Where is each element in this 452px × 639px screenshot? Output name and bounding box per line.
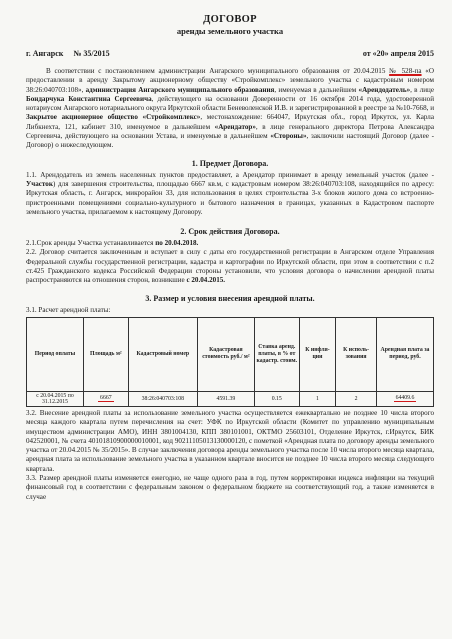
payment-start-date: с 20.04.2015. — [186, 276, 226, 285]
preamble-text: , в лице — [410, 85, 435, 94]
section-1-text: ) для завершения строительства, площадью 6667 кв.м, с кадастровым номером 38:26:040703:108, находящийся по адресу: Иркутская область, г. Ангарск, микрорайон 33, для использования в целях строительства 3-х блоков жилого дома со встроенно-пристроенными помещениями социально-культурного и бытового назначения в границах, указанных в Кадастровом паспорте земельного участка, прилагаемом к настоящему Договору. — [26, 179, 434, 216]
city-date-row — [26, 49, 434, 58]
section-3-3: 3.3. Размер арендной платы изменяется ежегодно, не чаще одного раза в год, путем корректировки индекса инфляции на текущий финансовый год в соответствии с федеральным законом о федеральном бюджете на соответствующий год, а также изменяется в случае — [26, 474, 434, 501]
cell-inflation: 1 — [299, 391, 336, 406]
col-rate: Ставка аренд. платы, в % от кадастр. стоим. — [254, 317, 299, 391]
contract-date: от «20» апреля 2015 — [362, 49, 434, 58]
rent-value: 64409.6 — [395, 395, 415, 402]
lessor-term: «Арендодатель» — [358, 85, 411, 94]
area-value: 6667 — [100, 395, 112, 402]
section-2-2 — [26, 248, 434, 285]
section-1-heading: 1. Предмет Договора. — [191, 158, 269, 168]
col-area: Площадь м² — [83, 317, 128, 391]
col-cadastral-number: Кадастровый номер — [128, 317, 197, 391]
preamble-text: , в лице генерального директора Петрова Александра Сергеевича, действующего на основании Устава, и именуемые в дальнейшем — [26, 122, 434, 141]
rent-table-header — [27, 317, 434, 391]
parties-term: «Стороны» — [270, 132, 307, 141]
cell-period: с 20.04.2015 по 31.12.2015 — [27, 391, 84, 406]
lessor-name: администрация Ангарского муниципального образования — [85, 85, 275, 94]
city-number — [26, 49, 110, 58]
section-2-1 — [26, 239, 434, 248]
preamble-text: , действующего на основании Доверенности от 16 октября 2014 года, удостоверенной нотариусом Ангарского нотариального округа Иркутской области Беневоленской И.В. и зарегистрированной в реестре за №10-7668, и — [26, 94, 434, 113]
col-rent: Арендная плата за период, руб. — [376, 317, 433, 391]
table-row — [27, 391, 434, 406]
col-period: Период оплаты — [27, 317, 84, 391]
section-3-heading: 3. Размер и условия внесения арендной платы. — [145, 293, 315, 303]
cell-rent — [376, 391, 433, 406]
lease-end-date: по 20.04.2018. — [155, 239, 199, 248]
cell-rate: 0.15 — [254, 391, 299, 406]
city: г. Ангарск — [26, 49, 64, 58]
section-1-paragraph — [26, 171, 434, 217]
section-2-text: 2.1.Срок аренды Участка устанавливается — [26, 239, 156, 248]
contract-number: № 35/2015 — [73, 49, 110, 58]
cell-cadastral-value: 4591.39 — [197, 391, 254, 406]
preamble-text: «О предоставлении в аренду Закрытому акционерному обществу «Стройкомплекс» земельного участка с кадастровым номером 38:26:040703:108», — [26, 67, 434, 94]
rent-table — [26, 317, 434, 407]
cell-usage: 2 — [336, 391, 377, 406]
doc-title: ДОГОВОР — [203, 14, 257, 25]
cell-cadastral-number: 38:26:040703:108 — [128, 391, 197, 406]
col-cadastral-value: Кадастровая стоимость руб./ м² — [197, 317, 254, 391]
section-3-2: 3.2. Внесение арендной платы за использование земельного участка осуществляется ежеквартально не позднее 10 числа второго месяца каждого квартала путем перечисления на счет: УФК по Иркутской области (Комитет по управлению муниципальным имуществом администрации АМО), ИНН 3801004130, КПП 380101001, ОКТМО 25603101, Отделение Иркутск, г.Иркутск, БИК 042520001, № счета 40101810900000010001, код 90211105013130000120, с пометкой «Арендная плата по договору аренды земельного участка от 20.04.2015 № 35/2015». В случае заключения договора аренды земельного участка после 10 числа второго месяца квартала, арендная плата за использование земельного участка в указанном квартале вносится не позднее 10 числа второго месяца следующего квартала. — [26, 408, 434, 473]
cell-area — [83, 391, 128, 406]
section-2-heading: 2. Срок действия Договора. — [180, 227, 280, 237]
col-usage: К исполь-зования — [336, 317, 377, 391]
preamble-text: , именуемая в дальнейшем — [274, 85, 359, 94]
preamble-text: В соответствии с постановлением администрации Ангарского муниципального образования от 20.04.2015 — [46, 67, 390, 75]
resolution-number: № 528-па — [389, 67, 422, 75]
section-1-text: 1.1. Арендодатель из земель населенных пунктов предоставляет, а Арендатор принимает в аренду земельный участок (далее - — [26, 170, 434, 179]
preamble-paragraph — [26, 67, 434, 151]
preamble-text: , местонахождение: 664047, Иркутская обл., город Иркутск, ул. Карла Либкнехта, 121, кабинет 310, именуемое в дальнейшем — [26, 113, 434, 131]
lessee-name: Закрытое акционерное общество «Стройкомплекс» — [26, 113, 201, 122]
lessee-term: «Арендатор» — [214, 122, 256, 131]
rent-calc-label: 3.1. Расчет арендной платы: — [26, 305, 111, 314]
preamble-text: , заключили настоящий Договор (далее - Договор) о нижеследующем. — [26, 132, 434, 150]
col-inflation: К инфля-ции — [299, 317, 336, 391]
plot-term: Участок — [26, 179, 53, 188]
doc-subtitle: аренды земельного участка — [176, 26, 284, 36]
lessor-representative: Бондарчука Константина Сергеевича — [26, 94, 152, 103]
section-2-text: 2.2. Договор считается заключенным и вступает в силу с даты его государственной регистрации в Ангарском отделе Управления Федеральной службы государственной регистрации, кадастра и картографии по Иркутской области, при этом в соответствии с п.2 ст.425 Гражданского кодекса Российской Федерации стороны установили, что условия договора о начислении арендной платы распространяются на отношения сторон, возникшие — [26, 248, 434, 285]
